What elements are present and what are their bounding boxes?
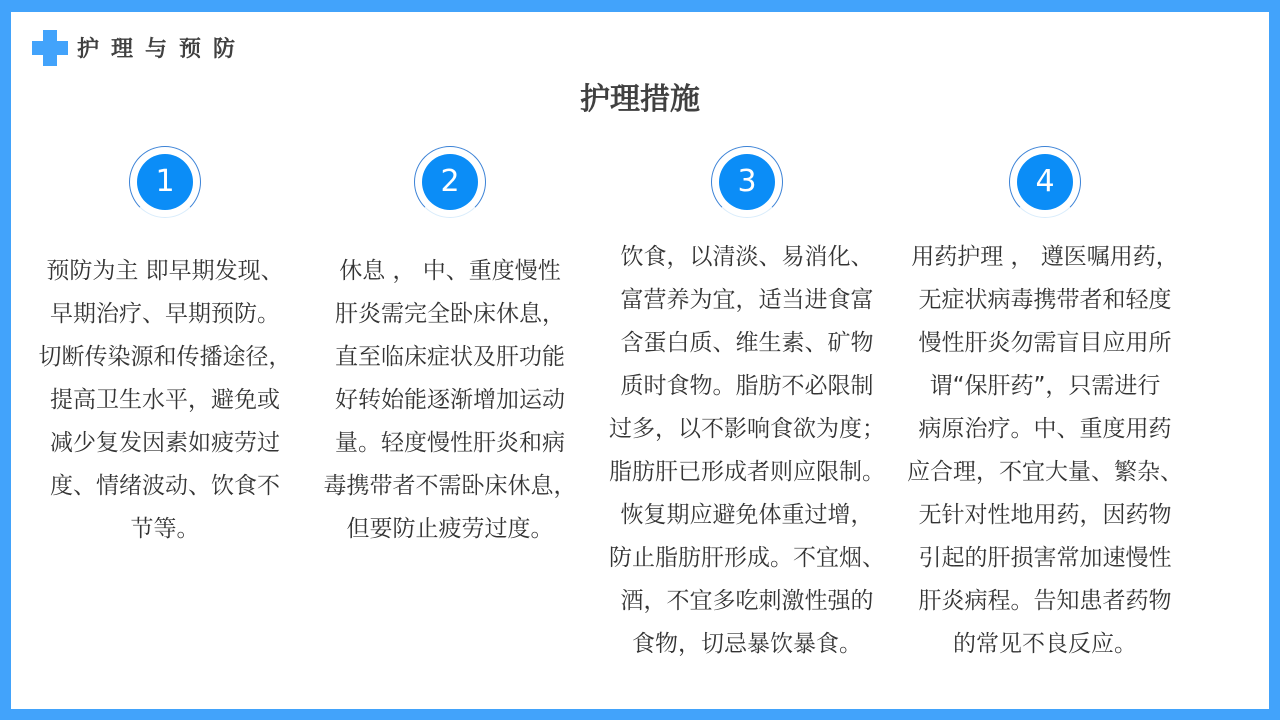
measure-column-3 — [602, 146, 892, 666]
text-line: 恢复期应避免体重过增， — [620, 502, 874, 528]
text-line: 应合理，不宜大量、繁杂、 — [907, 459, 1183, 485]
text-line: 节等。 — [130, 516, 200, 542]
text-line: 脂肪肝已形成者则应限制。 — [609, 459, 885, 485]
text-line: 但要防止疲劳过度。 — [346, 516, 554, 542]
text-line: 提高卫生水平，避免或 — [50, 387, 280, 413]
text-line: 食物，切忌暴饮暴食。 — [632, 631, 862, 657]
text-line: 无症状病毒携带者和轻度 — [918, 287, 1172, 313]
text-line: 度、情绪波动、饮食不 — [50, 473, 280, 499]
text-line: 无针对性地用药，因药物 — [918, 502, 1172, 528]
text-line: 好转始能逐渐增加运动 — [335, 387, 565, 413]
measure-column-4 — [900, 146, 1190, 666]
page-title: 护理措施 — [580, 82, 700, 117]
measure-column-1 — [20, 146, 310, 551]
text-line: 过多，以不影响食欲为度； — [609, 416, 885, 442]
text-line: 引起的肝损害常加速慢性 — [918, 545, 1172, 571]
text-line: 的常见不良反应。 — [953, 631, 1137, 657]
text-line: 谓“保肝药”，只需进行 — [929, 373, 1161, 399]
medical-cross-icon — [32, 30, 68, 66]
badge-number: 3 — [719, 154, 775, 210]
text-line: 预防为主 即早期发现、 — [46, 258, 284, 284]
text-line: 肝炎需完全卧床休息， — [335, 301, 565, 327]
text-line: 酒，不宜多吃刺激性强的 — [620, 588, 874, 614]
badge-number: 2 — [422, 154, 478, 210]
text-line: 休息 ， 中、重度慢性 — [339, 258, 561, 284]
text-line: 肝炎病程。告知患者药物 — [918, 588, 1172, 614]
text-line: 慢性肝炎勿需盲目应用所 — [918, 330, 1172, 356]
text-line: 减少复发因素如疲劳过 — [50, 430, 280, 456]
text-line: 质时食物。脂肪不必限制 — [620, 373, 874, 399]
measure-text — [602, 236, 892, 666]
text-line: 防止脂肪肝形成。不宜烟、 — [609, 545, 885, 571]
number-badge — [129, 146, 201, 218]
text-line: 毒携带者不需卧床休息， — [323, 473, 577, 499]
number-badge — [1009, 146, 1081, 218]
text-line: 早期治疗、早期预防。 — [50, 301, 280, 327]
measure-text — [20, 250, 310, 551]
text-line: 量。轻度慢性肝炎和病 — [335, 430, 565, 456]
slide — [11, 12, 1269, 709]
badge-number: 4 — [1017, 154, 1073, 210]
text-line: 用药护理 ， 遵医嘱用药， — [911, 244, 1179, 270]
measure-text — [305, 250, 595, 551]
measure-text — [900, 236, 1190, 666]
number-badge — [414, 146, 486, 218]
text-line: 含蛋白质、维生素、矿物 — [620, 330, 874, 356]
section-label: 护理与预防 — [77, 37, 248, 62]
text-line: 饮食，以清淡、易消化、 — [620, 244, 874, 270]
number-badge — [711, 146, 783, 218]
badge-number: 1 — [137, 154, 193, 210]
measure-column-2 — [305, 146, 595, 551]
text-line: 病原治疗。中、重度用药 — [918, 416, 1172, 442]
text-line: 切断传染源和传播途径， — [38, 344, 292, 370]
text-line: 直至临床症状及肝功能 — [335, 344, 565, 370]
text-line: 富营养为宜，适当进食富 — [620, 287, 874, 313]
